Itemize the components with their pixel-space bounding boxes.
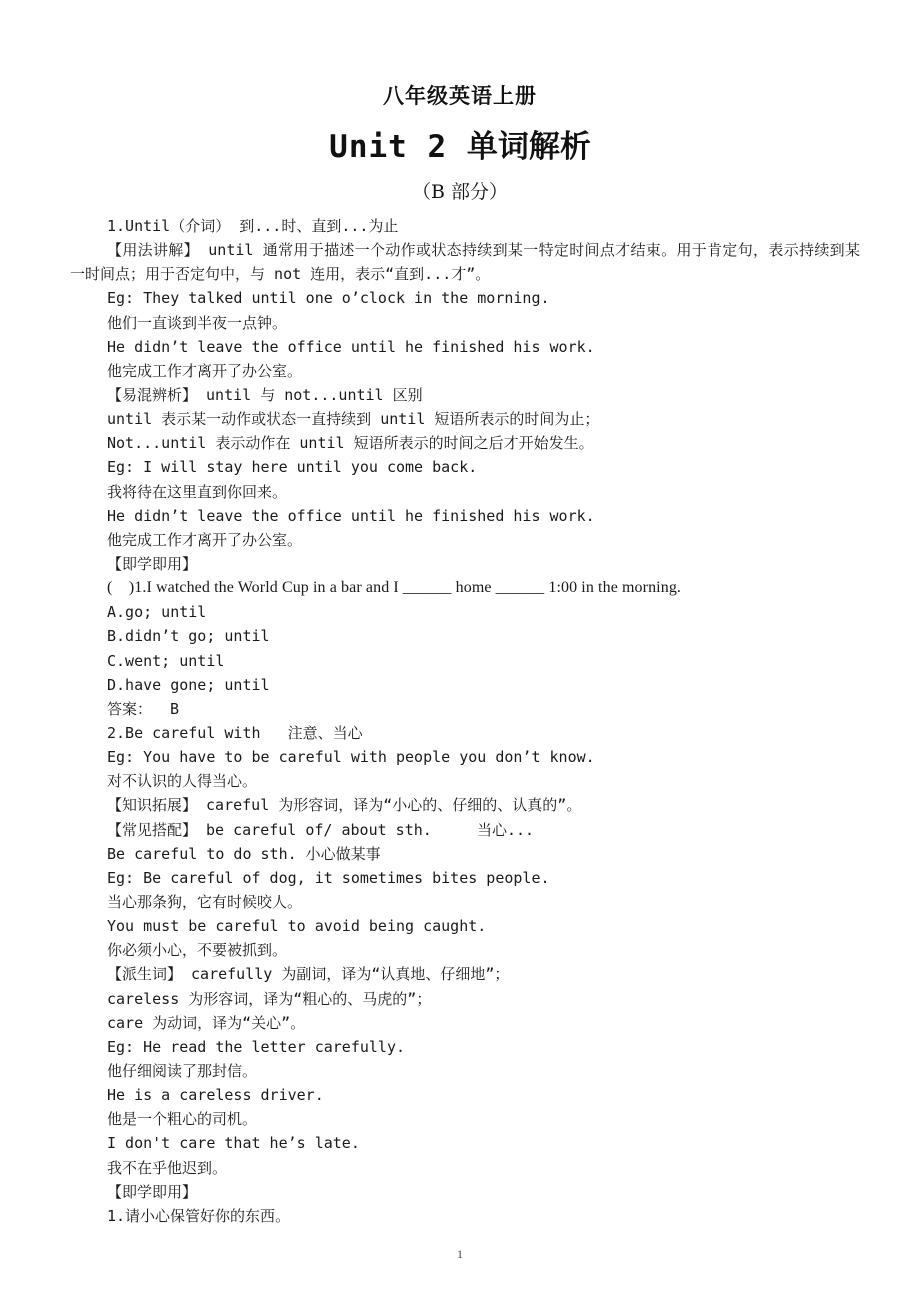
- confusion-analysis-heading: 【易混辨析】 until 与 not...until 区别: [107, 386, 423, 405]
- derivative-words: care 为动词，译为“关心”。: [107, 1013, 306, 1032]
- document-body: [70, 214, 860, 1228]
- example-sentence: Eg: Be careful of dog, it sometimes bites people.: [107, 868, 550, 887]
- example-translation: 他仔细阅读了那封信。: [107, 1061, 258, 1080]
- example-sentence: You must be careful to avoid being caught.: [107, 917, 487, 936]
- grade-title: 八年级英语上册: [383, 84, 537, 108]
- answer-key: 答案： B: [107, 699, 180, 718]
- example-sentence: Eg: You have to be careful with people you don’t know.: [107, 748, 595, 767]
- unit-title: [0, 121, 920, 166]
- common-collocation: 【常见搭配】 be careful of/ about sth. 当心...: [107, 820, 535, 839]
- knowledge-extension: 【知识拓展】 careful 为形容词，译为“小心的、仔细的、认真的”。: [107, 796, 582, 815]
- example-sentence: He didn’t leave the office until he finished his work.: [107, 506, 595, 525]
- page-number: 1: [457, 1247, 463, 1261]
- unit-title-latin: Unit 2: [329, 129, 467, 165]
- vocab-heading-until: 1.Until（介词） 到...时、直到...为止: [107, 217, 399, 235]
- example-translation: 对不认识的人得当心。: [107, 772, 258, 791]
- example-translation: 你必须小心，不要被抓到。: [107, 941, 288, 960]
- practice-question: ( )1.I watched the World Cup in a bar and I ______ home ______ 1:00 in the morning.: [107, 579, 682, 597]
- answer-option-d: D.have gone; until: [107, 675, 270, 694]
- part-title: （B 部分）: [411, 181, 508, 203]
- example-sentence: He didn’t leave the office until he finished his work.: [107, 337, 595, 356]
- practice-heading: 【即学即用】: [107, 1182, 198, 1201]
- example-translation: 我将待在这里直到你回来。: [107, 482, 288, 501]
- example-translation: 他们一直谈到半夜一点钟。: [107, 313, 288, 332]
- example-translation: 他完成工作才离开了办公室。: [107, 361, 303, 380]
- confusion-analysis-text: Not...until 表示动作在 until 短语所表示的时间之后才开始发生。: [107, 434, 594, 453]
- example-translation: 我不在乎他迟到。: [107, 1158, 228, 1177]
- derivative-words: 【派生词】 carefully 为副词，译为“认真地、仔细地”；: [107, 965, 510, 984]
- vocab-heading-be-careful-with: 2.Be careful with 注意、当心: [107, 723, 363, 742]
- example-translation: 他完成工作才离开了办公室。: [107, 530, 303, 549]
- example-sentence: Eg: He read the letter carefully.: [107, 1037, 406, 1056]
- answer-option-b: B.didn’t go; until: [107, 627, 270, 646]
- usage-explanation-until: 【用法讲解】 until 通常用于描述一个动作或状态持续到某一特定时间点才结束。用于肯定句，表示持续到某一时间点；用于否定句中，与 not 连用，表示“直到...才”。: [70, 241, 860, 284]
- answer-option-c: C.went; until: [107, 651, 225, 670]
- unit-title-cjk: 单词解析: [466, 129, 591, 165]
- practice-heading: 【即学即用】: [107, 555, 198, 573]
- derivative-words: careless 为形容词，译为“粗心的、马虎的”；: [107, 989, 432, 1008]
- confusion-analysis-text: until 表示某一动作或状态一直持续到 until 短语所表示的时间为止；: [107, 410, 600, 429]
- example-sentence: Eg: I will stay here until you come back.: [107, 458, 478, 477]
- example-translation: 当心那条狗，它有时候咬人。: [107, 892, 303, 911]
- example-sentence: He is a careless driver.: [107, 1086, 324, 1105]
- practice-question: 1.请小心保管好你的东西。: [107, 1206, 291, 1225]
- example-sentence: I don't care that he’s late.: [107, 1134, 360, 1153]
- example-translation: 他是一个粗心的司机。: [107, 1110, 258, 1129]
- common-collocation: Be careful to do sth. 小心做某事: [107, 844, 381, 863]
- answer-option-a: A.go; until: [107, 603, 207, 622]
- example-sentence: Eg: They talked until one o’clock in the morning.: [107, 289, 550, 308]
